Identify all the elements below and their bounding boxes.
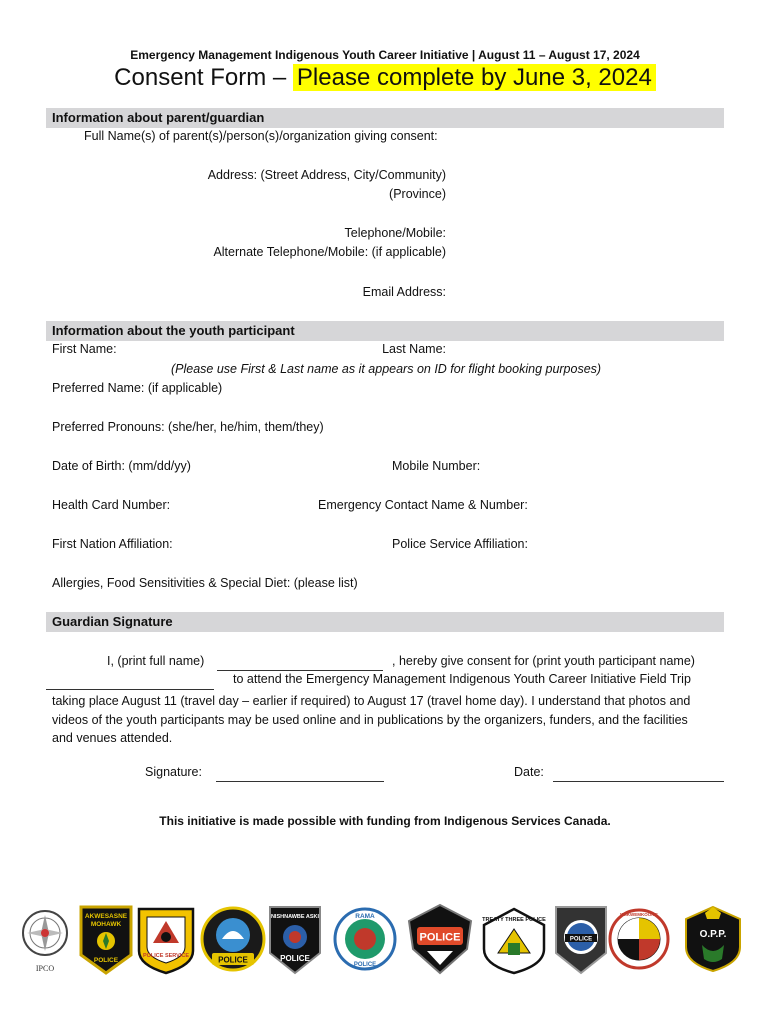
treaty-three-police-logo: [478, 903, 550, 973]
preferred-name-label: Preferred Name: (if applicable): [52, 381, 223, 395]
akwesasne-police-logo: [77, 903, 135, 973]
consent-print-name-label: I, (print full name): [107, 654, 205, 668]
guardian-section-heading: Guardian Signature: [52, 614, 173, 629]
telephone-label: Telephone/Mobile:: [344, 226, 446, 240]
anishinabek-police-logo: [133, 903, 199, 973]
treaty-three-line1: TREATY THREE POLICE: [482, 917, 546, 923]
anishinabek-line1: POLICE SERVICE: [142, 953, 190, 959]
last-name-label: Last Name:: [382, 342, 446, 356]
six-nations-police-logo: [405, 903, 475, 973]
nishnawbe-line1: NISHNAWBE ASKI: [270, 914, 320, 920]
youth-name-line[interactable]: [46, 689, 214, 690]
date-label: Date:: [514, 765, 544, 779]
consent-field-trip-text: to attend the Emergency Management Indigenous Youth Career Initiative Field Trip: [233, 672, 691, 686]
guardian-name-line[interactable]: [217, 670, 383, 671]
opp-line1: O.P.P.: [699, 929, 727, 940]
rama-line2: POLICE: [353, 962, 377, 968]
page-title: [0, 64, 770, 92]
nishnawbe-line2: POLICE: [280, 954, 310, 963]
allergies-label: Allergies, Food Sensitivities & Special Diet: (please list): [52, 576, 358, 590]
first-nation-label: First Nation Affiliation:: [52, 537, 173, 551]
title-prefix: Consent Form –: [114, 64, 287, 91]
email-label: Email Address:: [362, 285, 446, 299]
wikwemikong-police-logo: [608, 903, 670, 973]
wikwemikong-line1: WIIKWEMKOONG: [620, 912, 658, 917]
akwesasne-line1: AKWESASNE: [84, 913, 128, 920]
lac-seul-police-logo: [200, 903, 266, 973]
lac-seul-line1: POLICE: [218, 955, 248, 965]
police-service-label: Police Service Affiliation:: [392, 537, 528, 551]
event-header: Emergency Management Indigenous Youth Career Initiative | August 11 – August 17, 2024: [130, 48, 640, 62]
signature-label: Signature:: [145, 765, 202, 779]
emergency-contact-label: Emergency Contact Name & Number:: [318, 498, 528, 512]
address-label: Address: (Street Address, City/Community): [207, 168, 446, 182]
youth-section-header: [46, 321, 724, 341]
first-name-label: First Name:: [52, 342, 117, 356]
youth-section-heading: Information about the youth participant: [52, 323, 295, 338]
parent-section-heading: Information about parent/guardian: [52, 110, 265, 125]
consent-body: taking place August 11 (travel day – earlier if required) to August 17 (travel home day). I understand that photos and videos of the youth participants may be used online and in publications by the organizers, funders, and the facilities and venues attended.: [52, 694, 691, 745]
uccm-line1: POLICE: [569, 936, 593, 943]
pronouns-label: Preferred Pronouns: (she/her, he/him, them/they): [52, 420, 324, 434]
nishnawbe-aski-police-logo: [266, 903, 324, 973]
full-name-label: Full Name(s) of parent(s)/person(s)/organization giving consent:: [84, 129, 438, 143]
alt-telephone-label: Alternate Telephone/Mobile: (if applicable): [213, 245, 446, 259]
six-nations-line1: POLICE: [419, 931, 461, 944]
guardian-section-header: [46, 612, 724, 632]
rama-police-logo: [333, 903, 397, 973]
consent-youth-label: , hereby give consent for (print youth participant name): [392, 654, 695, 668]
ipco-logo-text: IPCO: [35, 964, 55, 973]
province-label: (Province): [389, 187, 446, 201]
date-line[interactable]: [553, 781, 724, 782]
mobile-label: Mobile Number:: [392, 459, 481, 473]
akwesasne-line3: POLICE: [93, 957, 119, 964]
name-note: (Please use First & Last name as it appears on ID for flight booking purposes): [171, 362, 602, 376]
parent-section-header: [46, 108, 724, 128]
funding-note: This initiative is made possible with funding from Indigenous Services Canada.: [159, 814, 611, 828]
uccm-police-logo: [552, 903, 610, 973]
signature-line[interactable]: [216, 781, 384, 782]
rama-line1: RAMA: [355, 913, 375, 920]
ipco-logo: [16, 903, 74, 973]
akwesasne-line2: MOHAWK: [90, 921, 122, 928]
health-card-label: Health Card Number:: [52, 498, 171, 512]
deadline-highlight: Please complete by June 3, 2024: [293, 64, 656, 91]
opp-logo: [682, 903, 744, 973]
dob-label: Date of Birth: (mm/dd/yy): [52, 459, 191, 473]
